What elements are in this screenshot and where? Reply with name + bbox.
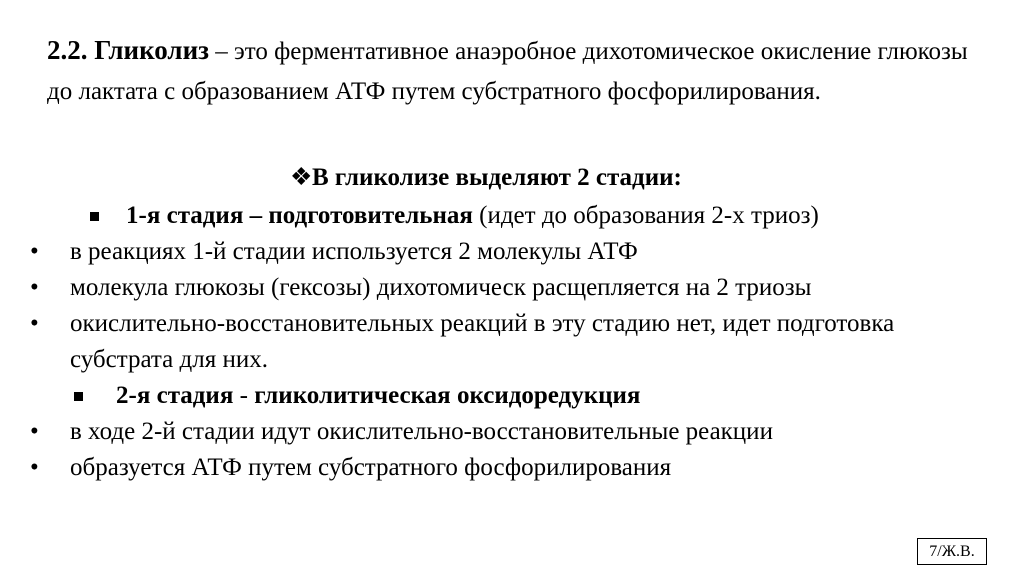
stage-1-title: 1-я стадия – подготовительная	[126, 202, 473, 229]
page-number-badge: 7/Ж.В.	[917, 538, 987, 565]
list-item: • в реакциях 1-й стадии используется 2 молекулы АТФ	[30, 234, 990, 270]
square-bullet-icon	[90, 212, 99, 221]
intro-paragraph	[47, 30, 987, 112]
stages-subheading	[290, 160, 682, 196]
stage-2-separator: -	[233, 382, 255, 409]
stage-2-title: 2-я стадия	[116, 382, 234, 409]
list-item: • в ходе 2-й стадии идут окислительно-восстановительные реакции	[30, 414, 990, 450]
list-item: • молекула глюкозы (гексозы) дихотомическ расщепляется на 2 триозы	[30, 270, 990, 306]
diamond-bullet-icon: ❖	[290, 164, 313, 191]
bullet-dot-icon: •	[30, 274, 39, 301]
list-item: • окислительно-восстановительных реакций в эту стадию нет, идет подготовка субстрата для них.	[30, 306, 990, 378]
definition-text: – это ферментативное анаэробное дихотомическое окисление глюкозы до лактата с образованием АТФ путем субстратного фосфорилирования.	[47, 38, 968, 105]
stage-2-title-rest: гликолитическая оксидоредукция	[254, 382, 641, 409]
square-bullet-icon	[74, 392, 83, 401]
list-item: • образуется АТФ путем субстратного фосфорилирования	[30, 450, 990, 486]
bullet-dot-icon: •	[30, 418, 39, 445]
stage-1-note: (идет до образования 2-х триоз)	[472, 202, 819, 229]
bullet-dot-icon: •	[30, 238, 39, 265]
stages-subheading-text: В гликолизе выделяют 2 стадии:	[312, 164, 682, 191]
stage-2-bullet-list	[30, 414, 990, 486]
bullet-dot-icon: •	[30, 310, 39, 337]
stage-1-bullet-list	[30, 234, 990, 378]
bullet-dot-icon: •	[30, 454, 39, 481]
section-heading: 2.2. Гликолиз	[47, 35, 209, 65]
